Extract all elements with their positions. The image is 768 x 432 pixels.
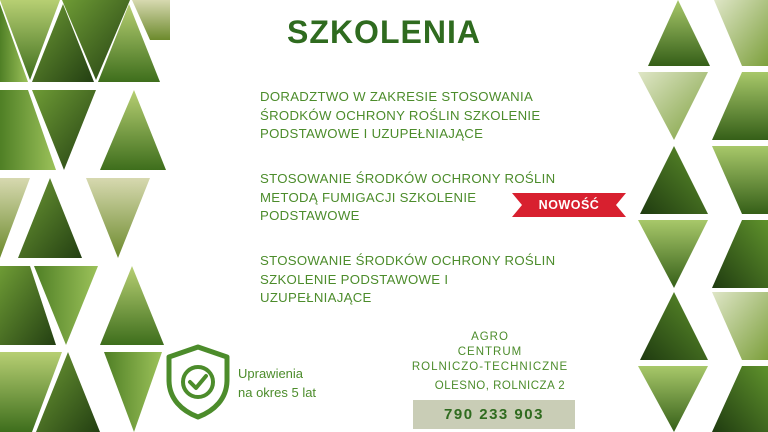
company-line: AGRO bbox=[471, 331, 509, 343]
course-line: STOSOWANIE ŚRODKÓW OCHRONY ROŚLIN bbox=[260, 253, 556, 268]
permits-line: Uprawienia bbox=[238, 366, 304, 381]
course-line: DORADZTWO W ZAKRESIE STOSOWANIA bbox=[260, 89, 534, 104]
course-line: ŚRODKÓW OCHRONY ROŚLIN SZKOLENIE bbox=[260, 107, 541, 123]
field-photo-tile bbox=[712, 146, 768, 214]
field-photo-tile bbox=[712, 366, 768, 432]
course-item bbox=[260, 88, 540, 144]
field-photo-tile bbox=[638, 220, 708, 288]
permits-line: na okres 5 lat bbox=[238, 385, 317, 400]
field-photo-tile bbox=[86, 178, 150, 258]
course-item bbox=[260, 252, 560, 308]
course-line: STOSOWANIE ŚRODKÓW OCHRONY ROŚLIN bbox=[260, 171, 556, 186]
course-line: PODSTAWOWE bbox=[260, 208, 360, 223]
course-line: METODĄ FUMIGACJI SZKOLENIE bbox=[260, 189, 477, 205]
field-photo-tile bbox=[638, 72, 708, 140]
phone-number: 790 233 903 bbox=[444, 406, 544, 423]
new-badge-label: NOWOŚĆ bbox=[538, 198, 600, 212]
shield-check-icon bbox=[164, 344, 232, 420]
right-photo-mosaic bbox=[638, 0, 768, 432]
company-line: ROLNICZO-TECHNICZNE bbox=[411, 361, 569, 373]
permits-text bbox=[238, 364, 316, 402]
field-photo-tile bbox=[640, 292, 708, 360]
company-line: CENTRUM bbox=[457, 346, 523, 358]
new-badge bbox=[512, 193, 626, 217]
field-photo-tile bbox=[638, 366, 708, 432]
course-line: SZKOLENIE PODSTAWOWE I UZUPEŁNIAJĄCE bbox=[260, 271, 449, 305]
phone-box bbox=[413, 400, 575, 429]
left-photo-mosaic bbox=[0, 0, 170, 432]
field-photo-tile bbox=[18, 178, 82, 258]
field-photo-tile bbox=[712, 220, 768, 288]
field-photo-tile bbox=[712, 72, 768, 140]
field-photo-tile bbox=[104, 352, 162, 432]
course-line: PODSTAWOWE I UZUPEŁNIAJĄCE bbox=[260, 126, 484, 141]
field-photo-tile bbox=[100, 90, 166, 170]
field-photo-tile bbox=[712, 292, 768, 360]
field-photo-tile bbox=[100, 266, 164, 345]
page-title: SZKOLENIA bbox=[287, 14, 481, 50]
company-name bbox=[405, 330, 575, 375]
field-photo-tile bbox=[640, 146, 708, 214]
address: OLESNO, ROLNICZA 2 bbox=[434, 380, 566, 392]
